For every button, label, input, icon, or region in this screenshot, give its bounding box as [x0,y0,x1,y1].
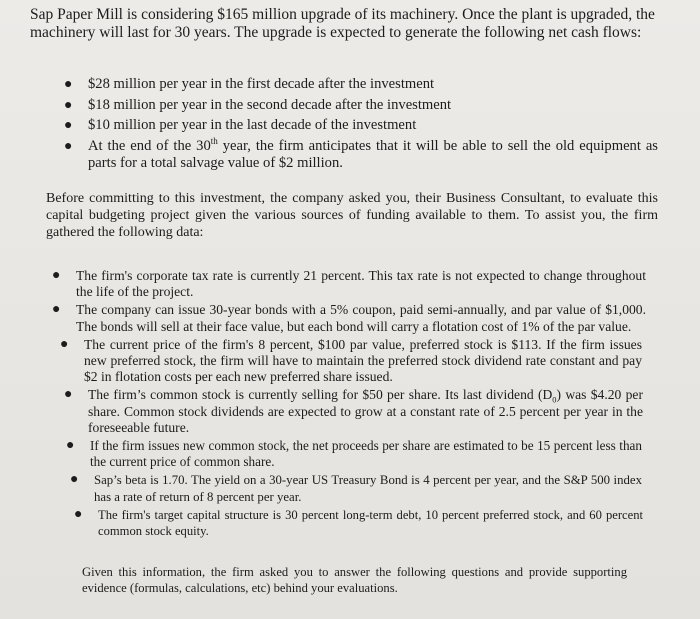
beta-text: Sap’s beta is 1.70. The yield on a 30-year US Treasury Bond is 4 percent per year, and the S&P 500 index has a rate of return of 8 percent per year. [94,473,642,504]
bullet-icon: ● [60,336,69,352]
bullet-icon: ● [64,118,73,133]
bullet-icon: ● [70,472,79,488]
new-common-stock-text: If the firm issues new common stock, the net proceeds per share are estimated to be 15 percent less than the current price of common share. [90,438,642,470]
cash-flow-list [64,76,658,176]
bullet-icon: ● [66,438,75,454]
bullet-icon: ● [64,97,73,113]
cash-flow-decade-1: $28 million per year in the first decade after the investment [88,76,435,92]
list-item [66,438,642,470]
list-item [52,302,646,334]
list-item [70,472,642,504]
preferred-stock-text: The current price of the firm's 8 percent, $100 par value, preferred stock is $113. If the firm issues new preferred stock, the firm will have to maintain the preferred stock dividend rate constant and pay $2 in flotation costs per each new preferred share issued. [84,336,642,385]
bullet-icon: ● [64,77,73,92]
firm-data-list [52,268,646,541]
bullet-icon: ● [52,302,61,318]
bullet-icon: ● [74,506,83,522]
bullet-icon: ● [52,268,61,283]
list-item [64,117,658,135]
list-item [64,135,658,173]
list-item [64,96,658,115]
capital-structure-text: The firm's target capital structure is 30 percent long-term debt, 10 percent preferred stock, and 60 percent common stock equity. [98,507,643,539]
list-item [52,268,646,300]
bonds-text: The company can issue 30-year bonds with a 5% coupon, paid semi-annually, and par value of $1,000. The bonds will sell at their face value, but each bond will carry a flotation cost of 1% of the par value. [76,302,646,334]
intro-paragraph: Sap Paper Mill is considering $165 million upgrade of its machinery. Once the plant is upgraded, the machinery will last for 30 years. The upgrade is expected to generate the following net cash flows: [30,6,655,41]
bullet-icon: ● [64,138,73,154]
context-paragraph: Before committing to this investment, the company asked you, their Business Consultant, to evaluate this capital budgeting project given the various sources of funding available to them. To assist you, the firm gathered the following data: [46,191,658,240]
closing-paragraph: Given this information, the firm asked you to answer the following questions and provide supporting evidence (formulas, calculations, etc) behind your evaluations. [82,565,627,595]
bullet-icon: ● [64,387,73,403]
cash-flow-decade-2: $18 million per year in the second decade after the investment [88,96,452,113]
list-item [64,76,658,94]
cash-flow-decade-3: $10 million per year in the last decade of the investment [88,117,417,133]
list-item [64,387,643,436]
list-item [60,336,642,386]
tax-rate-text: The firm's corporate tax rate is currently 21 percent. This tax rate is not expected to change throughout the life of the project. [76,268,646,300]
list-item [74,506,643,539]
common-stock-text: The firm’s common stock is currently selling for $50 per share. Its last dividend $(D_0)$ was $4.20 per share. Common stock dividends are expected to grow at a constant rate of 2.5 percent per year in the foreseeable future. [88,387,643,435]
salvage-text: At the end of the 30th year, the firm anticipates that it will be able to sell the old equipment as parts for a total salvage value of $2 million. [88,135,658,171]
